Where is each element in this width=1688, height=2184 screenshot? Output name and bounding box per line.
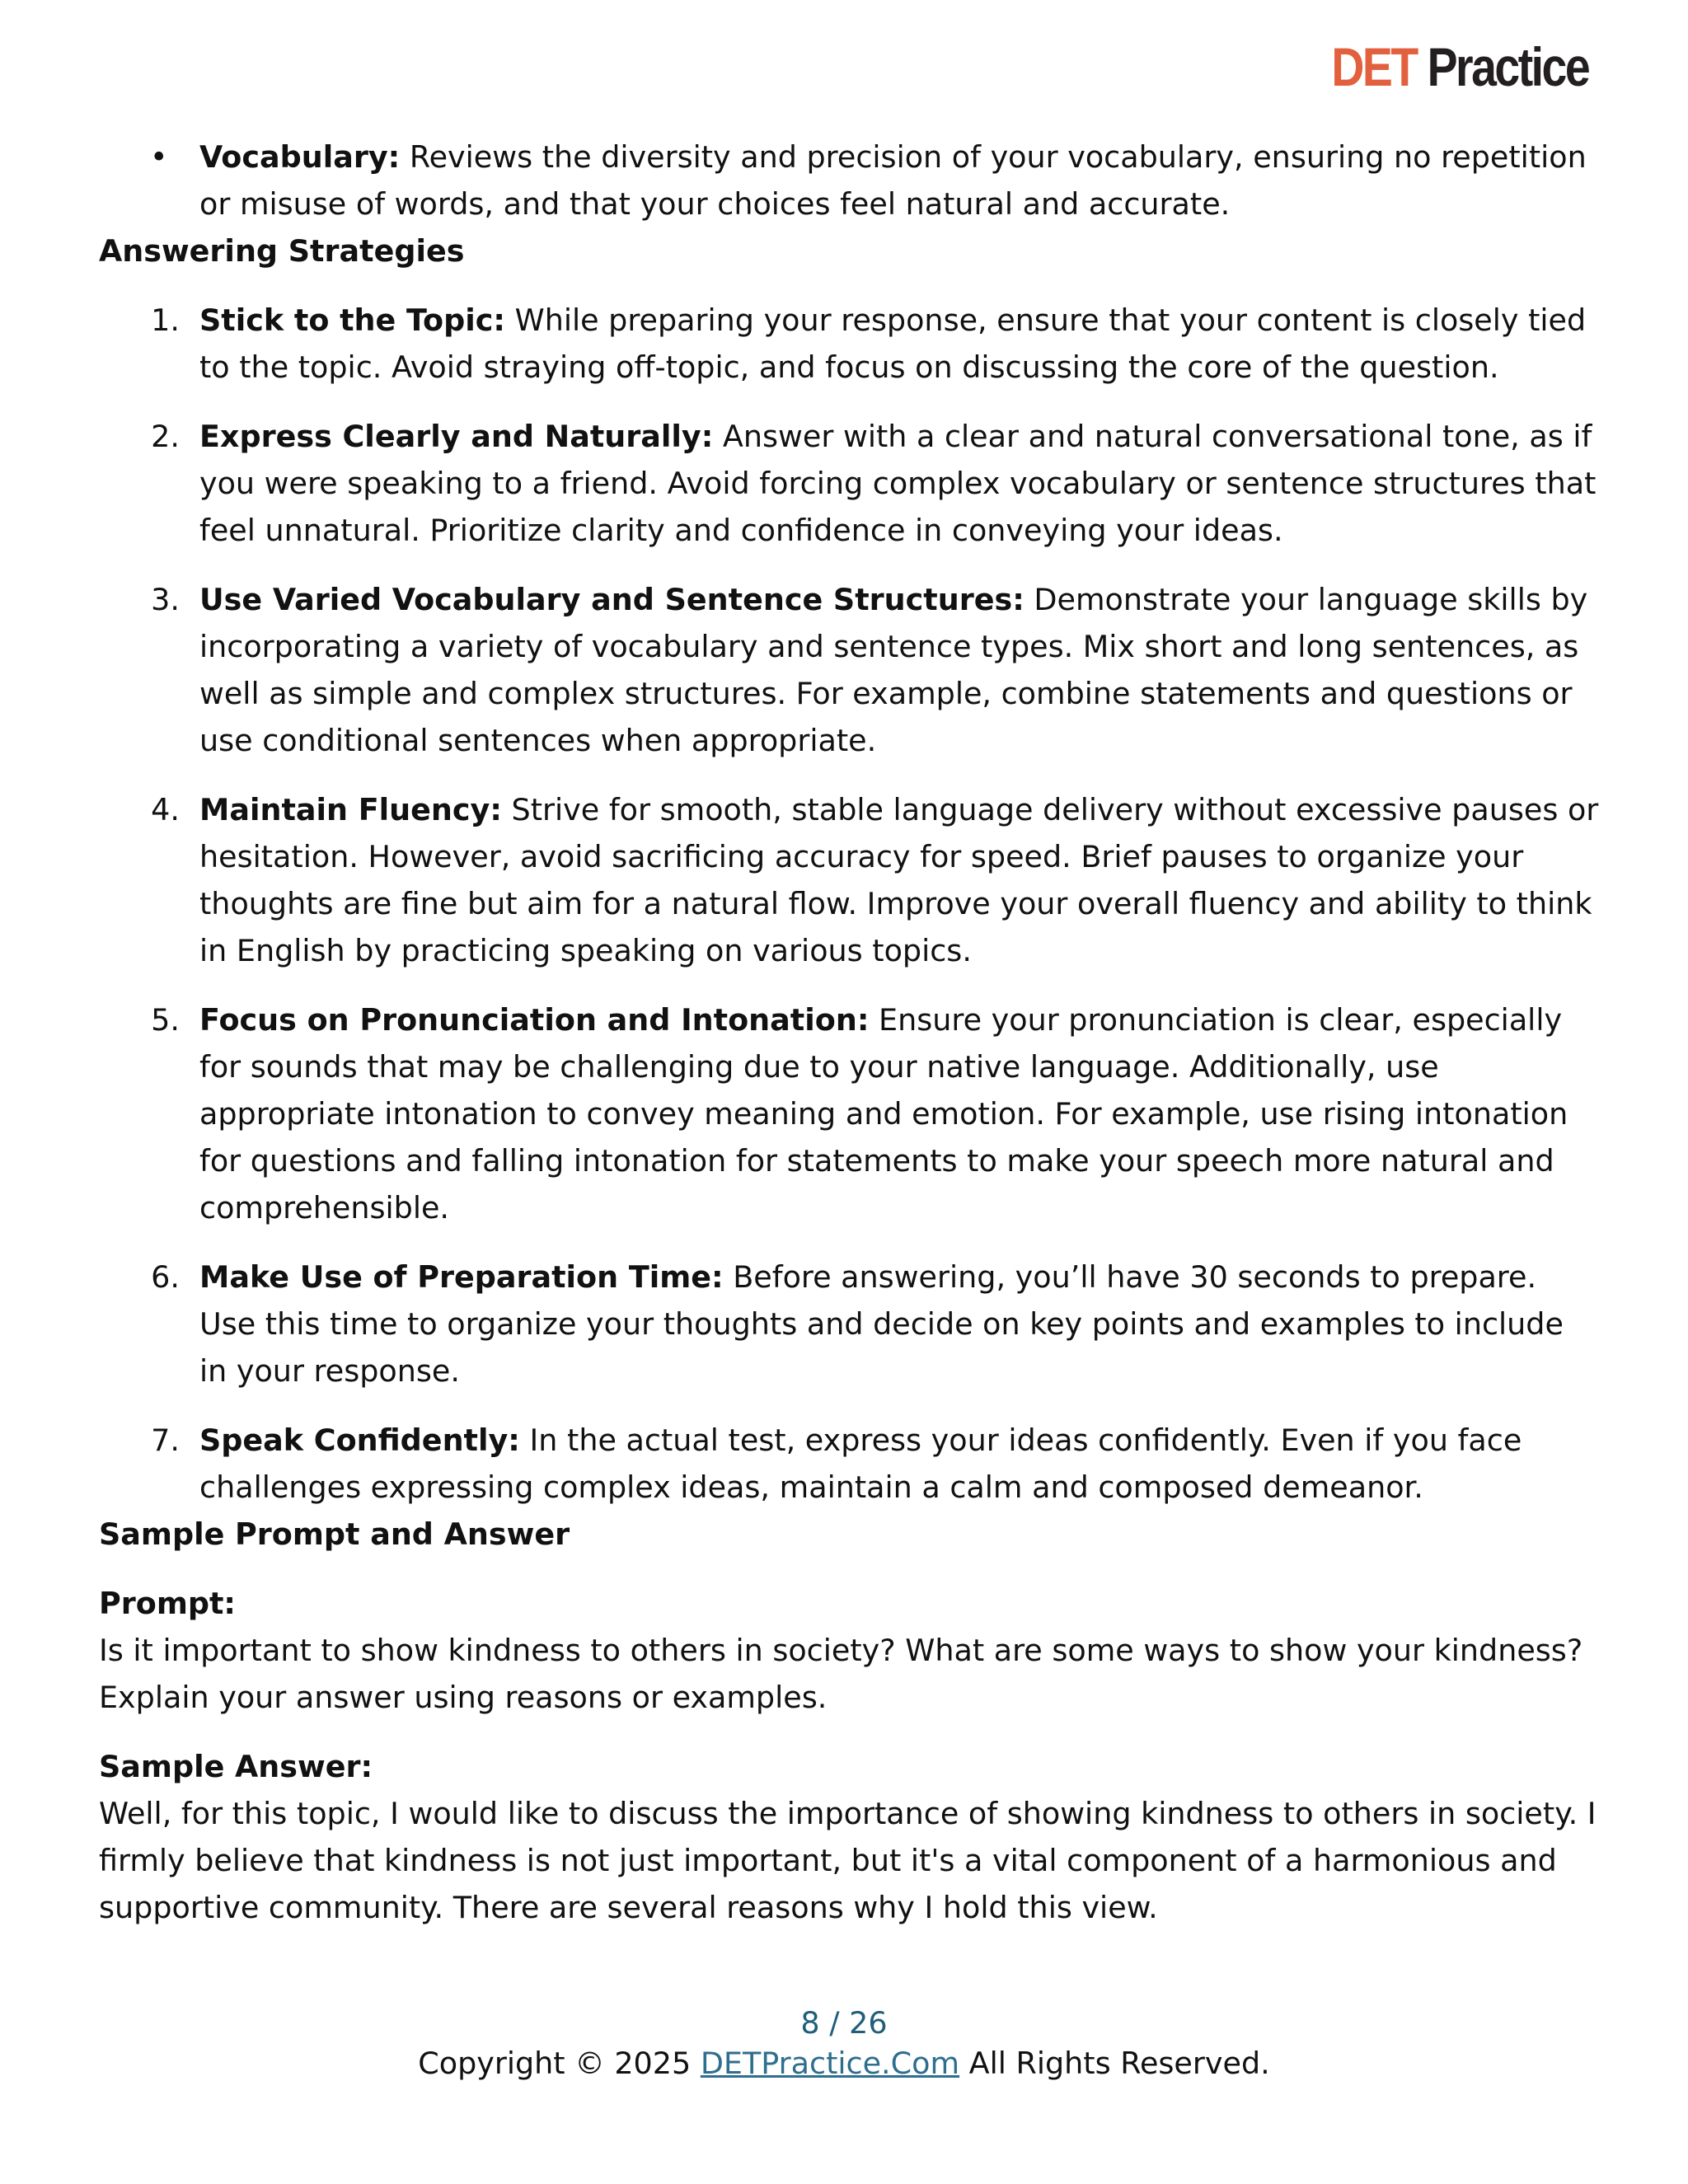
sample-heading: Sample Prompt and Answer xyxy=(99,1516,570,1552)
strategy-item-3 xyxy=(99,576,1599,764)
strategy-title: Maintain Fluency: xyxy=(199,792,502,827)
strategy-paragraph xyxy=(199,1254,1599,1394)
strategy-paragraph xyxy=(199,297,1599,391)
strategy-title: Express Clearly and Naturally: xyxy=(199,419,714,454)
strategy-number: 6. xyxy=(151,1259,180,1295)
copyright-prefix: Copyright © 2025 xyxy=(418,2046,701,2081)
strategy-item-5 xyxy=(99,996,1599,1231)
detpractice-link[interactable]: DETPractice.Com xyxy=(700,2046,960,2081)
strategy-title: Speak Confidently: xyxy=(199,1422,520,1458)
strategy-title: Use Varied Vocabulary and Sentence Structures: xyxy=(199,582,1025,617)
prompt-text: Is it important to show kindness to others in society? What are some ways to show your kindness? Explain your answer using reasons or examples. xyxy=(99,1633,1583,1715)
strategy-text: In the actual test, express your ideas confidently. Even if you face challenges expressing complex ideas, maintain a calm and composed demeanor. xyxy=(199,1422,1522,1505)
logo-practice: Practice xyxy=(1416,36,1588,97)
strategy-text: Strive for smooth, stable language delivery without excessive pauses or hesitation. However, avoid sacrificing accuracy for speed. Brief pauses to organize your thoughts are fine but aim for a natural flow. Improve your overall fluency and ability to think in English by practicing speaking on various topics. xyxy=(199,792,1599,968)
strategy-number: 7. xyxy=(151,1422,180,1458)
answer-text: Well, for this topic, I would like to discuss the importance of showing kindness to others in society. I firmly believe that kindness is not just important, but it's a vital component of a harmonious and supportive community. There are several reasons why I hold this view. xyxy=(99,1796,1597,1925)
page-number: 8 / 26 xyxy=(800,2005,888,2041)
strategy-number: 1. xyxy=(151,302,180,338)
answer-block xyxy=(99,1743,1599,1931)
strategies-heading: Answering Strategies xyxy=(99,233,465,269)
strategy-number: 5. xyxy=(151,1002,180,1038)
vocabulary-text: Reviews the diversity and precision of your vocabulary, ensuring no repetition or misuse of words, and that your choices feel natural and accurate. xyxy=(199,139,1587,222)
logo-det: DET xyxy=(1331,36,1417,97)
strategy-number: 2. xyxy=(151,419,180,454)
copyright-line xyxy=(0,2043,1688,2083)
strategy-item-1 xyxy=(99,297,1599,391)
strategy-paragraph xyxy=(199,576,1599,764)
prompt-label: Prompt: xyxy=(99,1586,237,1621)
det-practice-logo xyxy=(1331,36,1588,97)
strategy-number: 3. xyxy=(151,582,180,617)
answer-label: Sample Answer: xyxy=(99,1749,373,1784)
strategy-paragraph xyxy=(199,1417,1599,1511)
strategy-item-2 xyxy=(99,413,1599,554)
strategy-paragraph xyxy=(199,413,1599,554)
strategy-paragraph xyxy=(199,786,1599,974)
strategy-text: Ensure your pronunciation is clear, especially for sounds that may be challenging due to your native language. Additionally, use appropriate intonation to convey meaning and emotion. For example, use rising intonation for questions and falling intonation for statements to make your speech more natural and comprehensible. xyxy=(199,1002,1568,1226)
vocabulary-paragraph xyxy=(199,134,1599,227)
strategy-text: Answer with a clear and natural conversational tone, as if you were speaking to a friend. Avoid forcing complex vocabulary or sentence structures that feel unnatural. Prioritize clarity and confidence in conveying your ideas. xyxy=(199,419,1597,548)
bullet-icon: • xyxy=(150,139,168,175)
strategy-item-4 xyxy=(99,786,1599,974)
strategy-text: Demonstrate your language skills by incorporating a variety of vocabulary and sentence types. Mix short and long sentences, as well as simple and complex structures. For example, combine statements and questions or use conditional sentences when appropriate. xyxy=(199,582,1588,758)
strategy-title: Make Use of Preparation Time: xyxy=(199,1259,724,1295)
strategy-item-6 xyxy=(99,1254,1599,1394)
strategy-text: Before answering, you’ll have 30 seconds to prepare. Use this time to organize your thoughts and decide on key points and examples to include in your response. xyxy=(199,1259,1564,1389)
strategy-number: 4. xyxy=(151,792,180,827)
page-content xyxy=(99,134,1599,1931)
strategy-text: While preparing your response, ensure that your content is closely tied to the topic. Avoid straying off-topic, and focus on discussing the core of the question. xyxy=(199,302,1587,385)
strategy-title: Stick to the Topic: xyxy=(199,302,505,338)
strategy-paragraph xyxy=(199,996,1599,1231)
vocabulary-bullet-item xyxy=(99,134,1599,227)
prompt-block xyxy=(99,1580,1599,1721)
copyright-suffix: All Rights Reserved. xyxy=(959,2046,1270,2081)
strategy-title: Focus on Pronunciation and Intonation: xyxy=(199,1002,870,1038)
vocabulary-title: Vocabulary: xyxy=(199,139,401,175)
strategy-item-7 xyxy=(99,1417,1599,1511)
